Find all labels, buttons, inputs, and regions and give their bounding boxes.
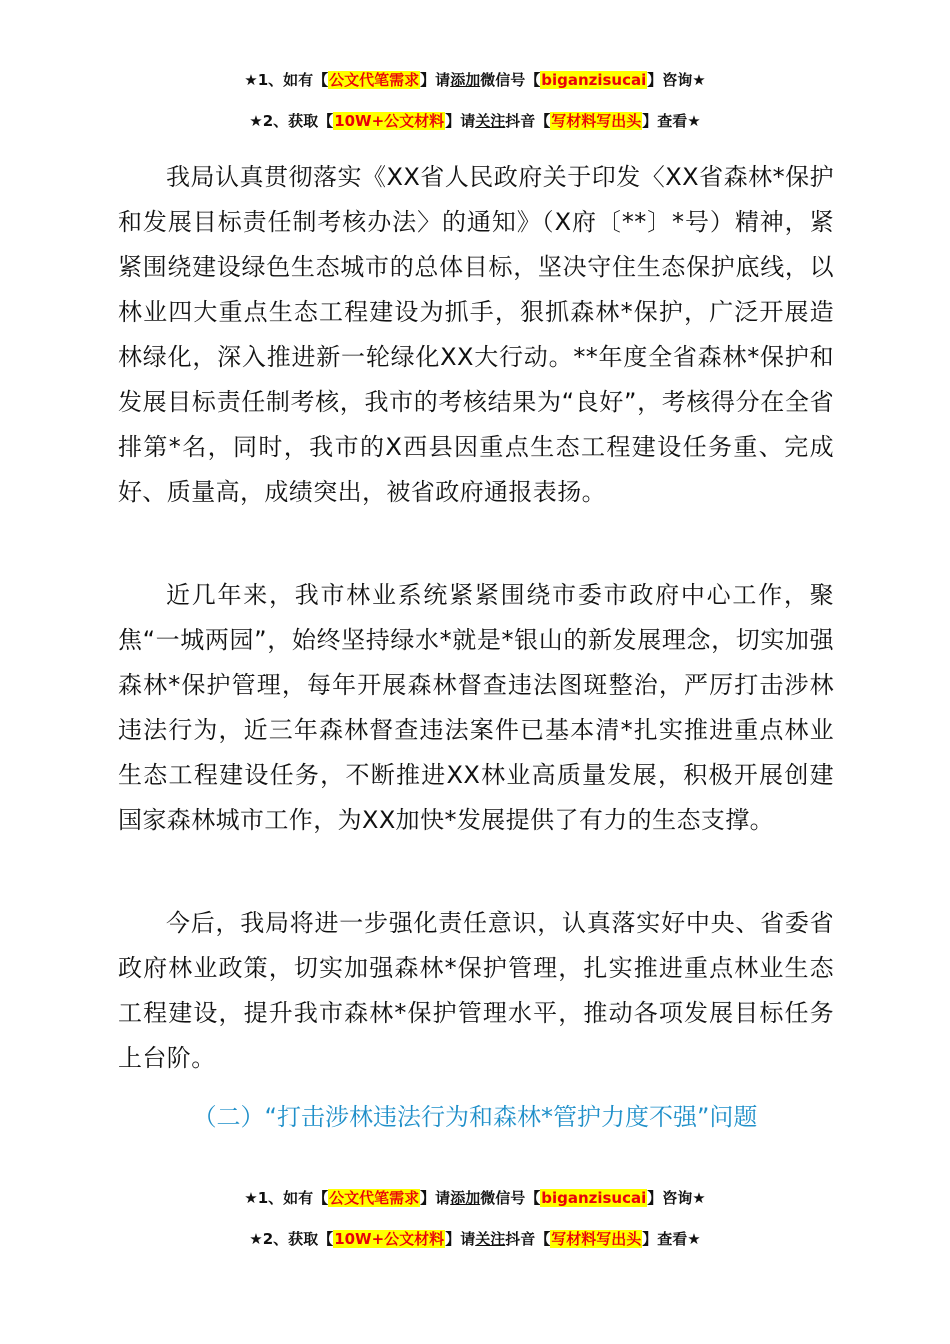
body-paragraph-3: 今后，我局将进一步强化责任意识，认真落实好中央、省委省政府林业政策，切实加强森林*保护管理，扎实推进重点林业生态工程建设，提升我市森林*保护管理水平，推动各项发展目标任务上台阶。 [118,909,834,1072]
banner-underlined-text: 关注 [475,112,506,130]
banner-highlight: biganzisucai [541,1189,647,1207]
banner-text: 抖音【 [505,112,551,130]
banner-underlined-text: 添加 [450,71,481,89]
bottom-banner-line-1 [0,1187,950,1209]
top-banner-line-1 [0,69,950,91]
banner-highlight: 10W+公文材料 [334,1230,445,1248]
banner-text: 】咨询★ [647,71,706,89]
banner-highlight: biganzisucai [541,71,647,89]
banner-text: 微信号【 [480,1189,541,1207]
body-paragraph-1: 我局认真贯彻落实《XX省人民政府关于印发〈XX省森林*保护和发展目标责任制考核办法〉的通知》（X府〔**〕*号）精神，紧紧围绕建设绿色生态城市的总体目标，坚决守住生态保护底线，以林业四大重点生态工程建设为抓手，狠抓森林*保护，广泛开展造林绿化，深入推进新一轮绿化XX大行动。**年度全省森林*保护和发展目标责任制考核，我市的考核结果为“良好”，考核得分在全省排第*名，同时，我市的X西县因重点生态工程建设任务重、完成好、质量高，成绩突出，被省政府通报表扬。 [118,163,834,506]
banner-highlight: 10W+公文材料 [334,112,445,130]
body-paragraph-2: 近几年来，我市林业系统紧紧围绕市委市政府中心工作，聚焦“一城两园”，始终坚持绿水*就是*银山的新发展理念，切实加强森林*保护管理，每年开展森林督查违法图斑整治，严厉打击涉林违法行为，近三年森林督查违法案件已基本清*扎实推进重点林业生态工程建设任务，不断推进XX林业高质量发展，积极开展创建国家森林城市工作，为XX加快*发展提供了有力的生态支撑。 [118,581,834,834]
banner-highlight: 写材料写出头 [551,112,642,130]
bottom-banner-line-2 [0,1228,950,1250]
banner-highlight: 公文代笔需求 [329,1189,420,1207]
banner-text: 】查看★ [642,112,701,130]
top-banner-line-2 [0,110,950,132]
banner-text: 】请 [445,112,476,130]
banner-text: ★2、获取【 [249,1230,334,1248]
banner-text: ★1、如有【 [244,71,329,89]
banner-text: 抖音【 [505,1230,551,1248]
banner-text: 】咨询★ [647,1189,706,1207]
banner-text: ★1、如有【 [244,1189,329,1207]
banner-text: 】请 [445,1230,476,1248]
banner-underlined-text: 添加 [450,1189,481,1207]
banner-highlight: 公文代笔需求 [329,71,420,89]
banner-text: 】查看★ [642,1230,701,1248]
banner-text: ★2、获取【 [249,112,334,130]
banner-text: 】请 [420,1189,451,1207]
banner-highlight: 写材料写出头 [551,1230,642,1248]
banner-text: 微信号【 [480,71,541,89]
banner-text: 】请 [420,71,451,89]
banner-underlined-text: 关注 [475,1230,506,1248]
section-heading: （二）“打击涉林违法行为和森林*管护力度不强”问题 [192,1103,758,1131]
